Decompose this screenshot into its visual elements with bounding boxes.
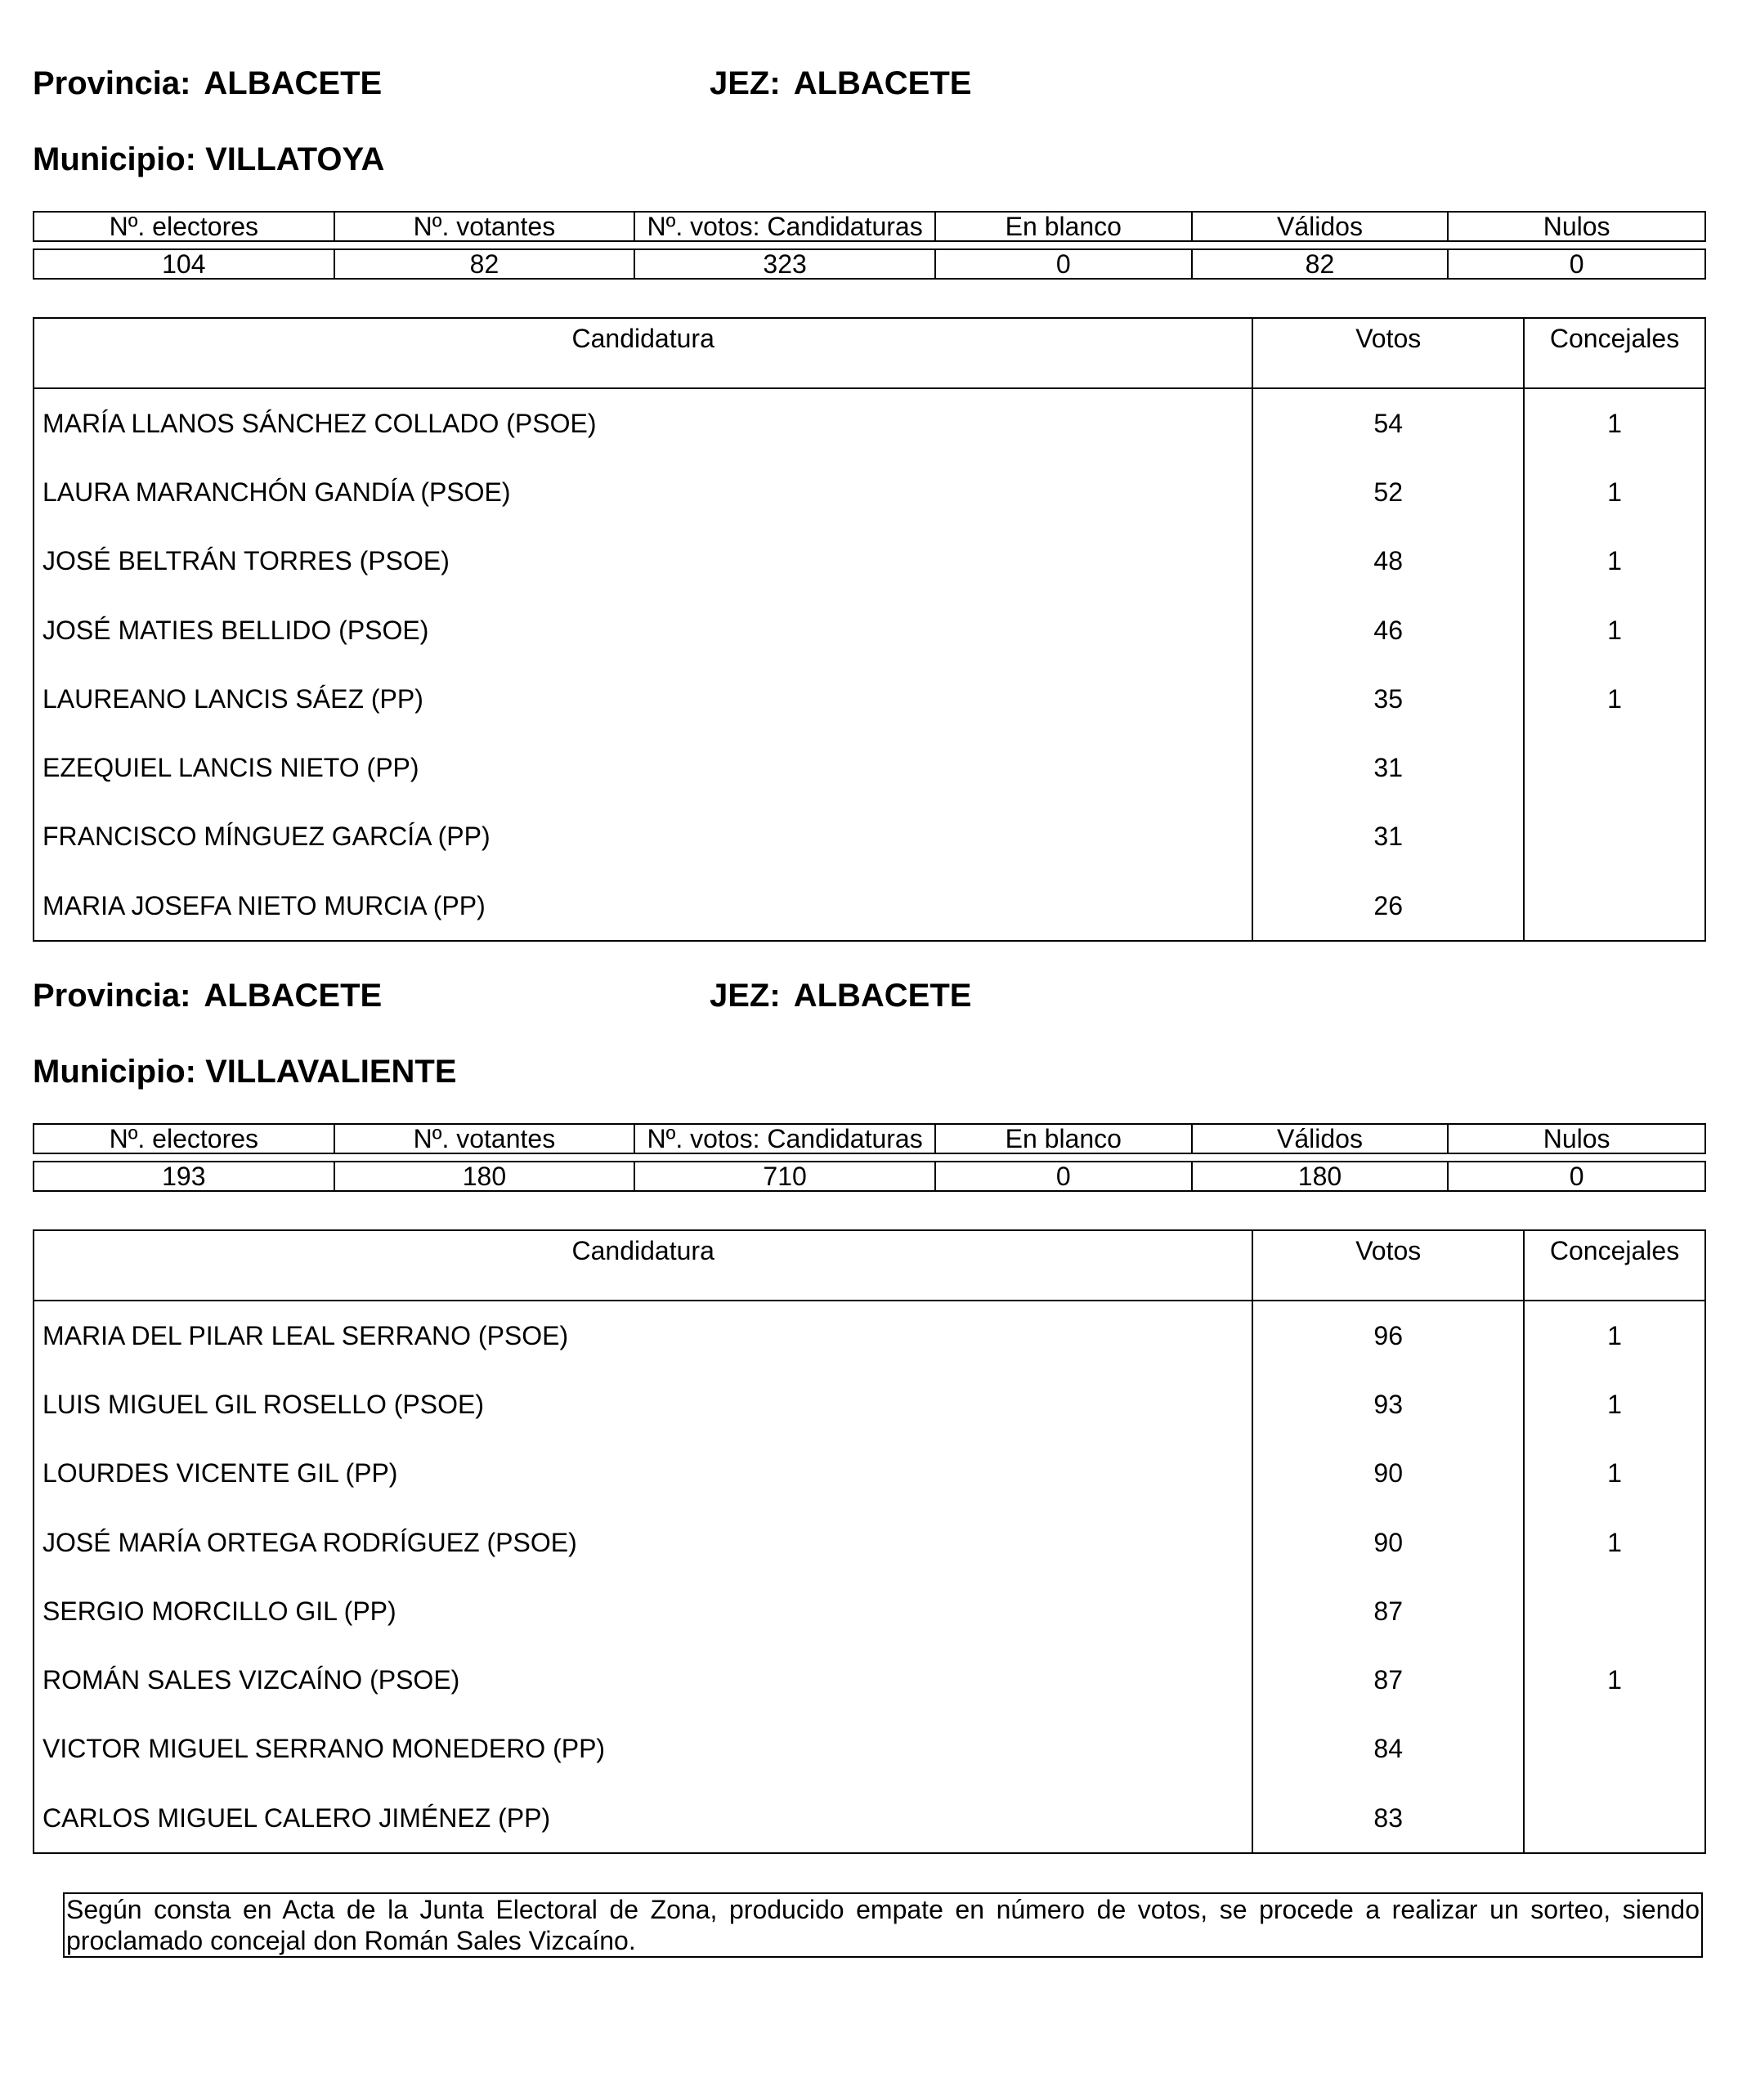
header-electores: Nº. electores [34, 212, 334, 241]
header-candidatura: Candidatura [34, 1230, 1252, 1301]
candidate-concejales: 1 [1524, 1370, 1705, 1439]
municipio-value: VILLATOYA [205, 141, 385, 177]
candidate-concejales: 1 [1524, 1440, 1705, 1508]
header-votantes: Nº. votantes [334, 1124, 635, 1153]
value-en-blanco: 0 [935, 249, 1192, 279]
candidate-name: JOSÉ MARÍA ORTEGA RODRÍGUEZ (PSOE) [34, 1508, 1252, 1577]
table-row [34, 388, 1705, 458]
value-electores: 193 [34, 1162, 334, 1191]
value-votantes: 82 [334, 249, 635, 279]
header-votos: Votos [1252, 1230, 1524, 1301]
candidate-concejales: 1 [1524, 527, 1705, 596]
candidate-name: MARÍA LLANOS SÁNCHEZ COLLADO (PSOE) [34, 388, 1252, 458]
candidate-concejales [1524, 733, 1705, 802]
candidates-table [33, 1229, 1706, 1854]
table-row [34, 1577, 1705, 1646]
tie-break-note: Según consta en Acta de la Junta Electoral de Zona, producido empate en número de votos, se procede a realizar un sorteo, siendo proclamado concejal don Román Sales Vizcaíno. [63, 1892, 1703, 1958]
provincia-label: Provincia: [33, 65, 191, 101]
candidate-name: EZEQUIEL LANCIS NIETO (PP) [34, 733, 1252, 802]
municipio-label: Municipio: [33, 141, 196, 177]
candidate-name: LOURDES VICENTE GIL (PP) [34, 1440, 1252, 1508]
header-votos: Votos [1252, 318, 1524, 388]
candidate-name: MARIA DEL PILAR LEAL SERRANO (PSOE) [34, 1301, 1252, 1370]
candidate-votos: 84 [1252, 1715, 1524, 1784]
value-validos: 82 [1192, 249, 1449, 279]
value-electores: 104 [34, 249, 334, 279]
value-nulos: 0 [1448, 249, 1705, 279]
jez-value: ALBACETE [793, 65, 972, 101]
candidates-table [33, 317, 1706, 942]
candidate-name: LAURA MARANCHÓN GANDÍA (PSOE) [34, 458, 1252, 526]
municipio-line [33, 140, 384, 179]
table-row [34, 527, 1705, 596]
header-votos-candidaturas: Nº. votos: Candidaturas [634, 1124, 935, 1153]
candidate-votos: 52 [1252, 458, 1524, 526]
jez-label: JEZ: [710, 978, 781, 1014]
value-votantes: 180 [334, 1162, 635, 1191]
candidate-votos: 26 [1252, 871, 1524, 941]
table-row [34, 803, 1705, 871]
candidate-concejales: 1 [1524, 388, 1705, 458]
candidate-votos: 83 [1252, 1784, 1524, 1853]
candidate-votos: 90 [1252, 1440, 1524, 1508]
candidates-header-row [34, 318, 1705, 388]
header-votos-candidaturas: Nº. votos: Candidaturas [634, 212, 935, 241]
summary-table [33, 211, 1706, 280]
candidate-concejales [1524, 1784, 1705, 1853]
jez-label: JEZ: [710, 65, 781, 101]
municipio-line [33, 1052, 457, 1091]
candidate-votos: 35 [1252, 665, 1524, 733]
candidate-name: FRANCISCO MÍNGUEZ GARCÍA (PP) [34, 803, 1252, 871]
header-validos: Válidos [1192, 212, 1449, 241]
table-row [34, 733, 1705, 802]
table-row [34, 458, 1705, 526]
candidate-votos: 87 [1252, 1577, 1524, 1646]
table-row [34, 1715, 1705, 1784]
candidate-name: CARLOS MIGUEL CALERO JIMÉNEZ (PP) [34, 1784, 1252, 1853]
value-votos-candidaturas: 323 [634, 249, 935, 279]
candidate-votos: 90 [1252, 1508, 1524, 1577]
candidate-votos: 48 [1252, 527, 1524, 596]
candidate-concejales: 1 [1524, 1508, 1705, 1577]
summary-table [33, 1123, 1706, 1192]
candidate-name: VICTOR MIGUEL SERRANO MONEDERO (PP) [34, 1715, 1252, 1784]
candidate-votos: 96 [1252, 1301, 1524, 1370]
value-validos: 180 [1192, 1162, 1449, 1191]
candidate-concejales [1524, 803, 1705, 871]
value-en-blanco: 0 [935, 1162, 1192, 1191]
candidate-name: ROMÁN SALES VIZCAÍNO (PSOE) [34, 1646, 1252, 1714]
candidate-concejales: 1 [1524, 1301, 1705, 1370]
table-row [34, 1784, 1705, 1853]
table-row [34, 1508, 1705, 1577]
summary-values-row [34, 249, 1705, 279]
candidate-votos: 87 [1252, 1646, 1524, 1714]
table-row [34, 1301, 1705, 1370]
candidate-concejales [1524, 1715, 1705, 1784]
header-concejales: Concejales [1524, 1230, 1705, 1301]
table-row [34, 871, 1705, 941]
header-nulos: Nulos [1448, 212, 1705, 241]
value-votos-candidaturas: 710 [634, 1162, 935, 1191]
table-row [34, 1370, 1705, 1439]
jez-line [710, 64, 971, 103]
header-concejales: Concejales [1524, 318, 1705, 388]
provincia-value: ALBACETE [204, 65, 383, 101]
header-validos: Válidos [1192, 1124, 1449, 1153]
provincia-line [33, 64, 382, 103]
value-nulos: 0 [1448, 1162, 1705, 1191]
candidate-votos: 46 [1252, 596, 1524, 665]
candidate-name: LAUREANO LANCIS SÁEZ (PP) [34, 665, 1252, 733]
summary-values-row [34, 1162, 1705, 1191]
header-en-blanco: En blanco [935, 1124, 1192, 1153]
provincia-line [33, 976, 382, 1015]
table-row [34, 1646, 1705, 1714]
jez-value: ALBACETE [793, 978, 972, 1014]
candidate-name: SERGIO MORCILLO GIL (PP) [34, 1577, 1252, 1646]
municipio-value: VILLAVALIENTE [205, 1054, 457, 1090]
provincia-label: Provincia: [33, 978, 191, 1014]
candidate-name: JOSÉ MATIES BELLIDO (PSOE) [34, 596, 1252, 665]
candidate-name: MARIA JOSEFA NIETO MURCIA (PP) [34, 871, 1252, 941]
candidate-concejales: 1 [1524, 596, 1705, 665]
candidate-votos: 31 [1252, 803, 1524, 871]
candidate-concejales: 1 [1524, 665, 1705, 733]
table-row [34, 665, 1705, 733]
header-electores: Nº. electores [34, 1124, 334, 1153]
candidate-concejales [1524, 1577, 1705, 1646]
provincia-value: ALBACETE [204, 978, 383, 1014]
candidate-concejales [1524, 871, 1705, 941]
candidate-votos: 93 [1252, 1370, 1524, 1439]
header-en-blanco: En blanco [935, 212, 1192, 241]
candidate-votos: 31 [1252, 733, 1524, 802]
municipio-label: Municipio: [33, 1054, 196, 1090]
candidate-concejales: 1 [1524, 458, 1705, 526]
candidate-name: LUIS MIGUEL GIL ROSELLO (PSOE) [34, 1370, 1252, 1439]
table-row [34, 596, 1705, 665]
jez-line [710, 976, 971, 1015]
candidate-votos: 54 [1252, 388, 1524, 458]
candidate-name: JOSÉ BELTRÁN TORRES (PSOE) [34, 527, 1252, 596]
header-candidatura: Candidatura [34, 318, 1252, 388]
candidate-concejales: 1 [1524, 1646, 1705, 1714]
table-row [34, 1440, 1705, 1508]
summary-header-row [34, 1124, 1705, 1153]
header-nulos: Nulos [1448, 1124, 1705, 1153]
header-votantes: Nº. votantes [334, 212, 635, 241]
candidates-header-row [34, 1230, 1705, 1301]
summary-header-row [34, 212, 1705, 241]
